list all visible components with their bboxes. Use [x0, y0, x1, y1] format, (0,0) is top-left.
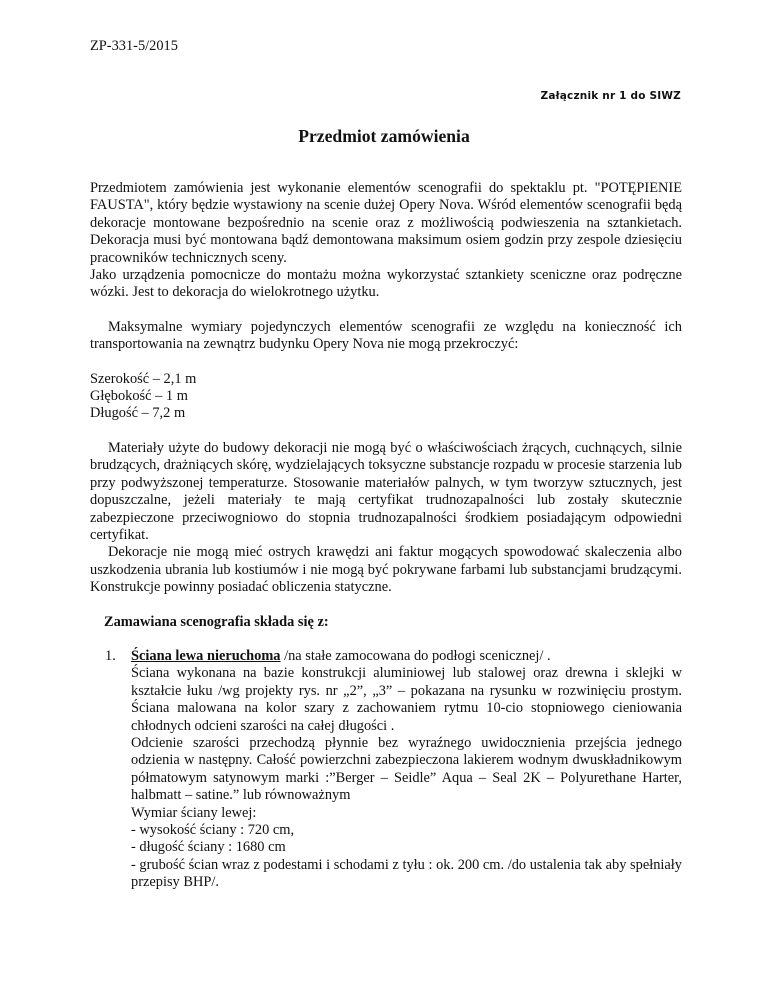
dimensions-list	[90, 371, 682, 423]
section-heading: Zamawiana scenografia składa się z:	[104, 613, 329, 630]
scenography-list	[90, 648, 682, 892]
item-name-suffix: /na stałe zamocowana do podłogi scenicznej/ .	[280, 647, 551, 664]
materials-paragraph: Materiały użyte do budowy dekoracji nie mogą być o właściwościach żrących, cuchnących, silnie brudzących, drażniących skórę, wydzielających toksyczne substancje rozpadu w procesie starzenia lub przy podwyższonej temperaturze. Stosowanie materiałów palnych, w tym tworzyw sztucznych, jest dopuszczalne, jeżeli materiały te mają certyfikat trudnozapalności lub zostały skutecznie zabezpieczone przeciwogniowo do stopnia trudnozapalności środkiem posiadającym odpowiedni certyfikat.	[90, 439, 682, 543]
item-description-2: Odcienie szarości przechodzą płynnie bez wyraźnego uwidocznienia przejścia jednego odzienia w następny. Całość powierzchni zabezpieczona lakierem wodnym dwuskładnikowym półmatowym satynowym marki :”Berger – Seidle” Aqua – Seal 2K – Polyurethane Harter, halbmatt – satine.” lub równoważnym	[131, 734, 682, 804]
list-item-number: 1.	[105, 647, 116, 664]
item-dim-length: - długość ściany : 1680 cm	[131, 839, 286, 856]
dimension-length: Długość – 7,2 m	[90, 405, 186, 422]
intro-paragraph: Przedmiotem zamówienia jest wykonanie elementów scenografii do spektaklu pt. "POTĘPIENIE FAUSTA", który będzie wystawiony na scenie dużej Opery Nova. Wśród elementów scenografii będą dekoracje montowane bezpośrednio na scenie oraz z możliwością podwieszenia na sztankietach. Dekoracja musi być montowana bądź demontowana maksimum osiem godzin przy zespole dziesięciu pracowników technicznych sceny.	[90, 180, 682, 266]
intro-paragraph-2: Jako urządzenia pomocnicze do montażu można wykorzystać sztankiety sceniczne oraz podręczne wózki. Jest to dekoracja do wielokrotnego użytku.	[90, 267, 682, 301]
item-description: Ściana wykonana na bazie konstrukcji aluminiowej lub stalowej oraz drewna i sklejki w kształcie łuku /wg projekty rys. nr „2”, „3” – pokazana na rysunku w rozwinięciu prostym. Ściana malowana na kolor szary z zachowaniem rytmu 10-cio stopniowego cieniowania chłodnych odcieni szarości na całej długości .	[131, 665, 682, 734]
document-body	[90, 180, 682, 892]
page-title: Przedmiot zamówienia	[298, 126, 470, 146]
dimensions-intro: Maksymalne wymiary pojedynczych elementów scenografii ze względu na konieczność ich transportowania na zewnątrz budynku Opery Nova nie mogą przekroczyć:	[90, 318, 682, 353]
list-item	[105, 648, 682, 892]
item-title-line	[131, 648, 682, 665]
item-dim-thickness: - grubość ścian wraz z podestami i schodami z tyłu : ok. 200 cm. /do ustalenia tak aby spełniały przepisy BHP/.	[131, 856, 682, 891]
annex-label: Załącznik nr 1 do SIWZ	[540, 90, 681, 102]
item-name: Ściana lewa nieruchoma	[131, 647, 281, 664]
reference-number: ZP-331-5/2015	[90, 38, 178, 54]
dimension-width: Szerokość – 2,1 m	[90, 370, 197, 387]
materials-paragraph-2: Dekoracje nie mogą mieć ostrych krawędzi ani faktur mogących spowodować skaleczenia albo uszkodzenia ubrania lub kostiumów i nie mogą być pokrywane farbami lub substancjami brudzącymi. Konstrukcje powinny posiadać obliczenia statyczne.	[90, 544, 682, 596]
item-dim-height: - wysokość ściany : 720 cm,	[131, 822, 295, 838]
dimension-depth: Głębokość – 1 m	[90, 388, 188, 405]
item-dims-label: Wymiar ściany lewej:	[131, 804, 257, 821]
